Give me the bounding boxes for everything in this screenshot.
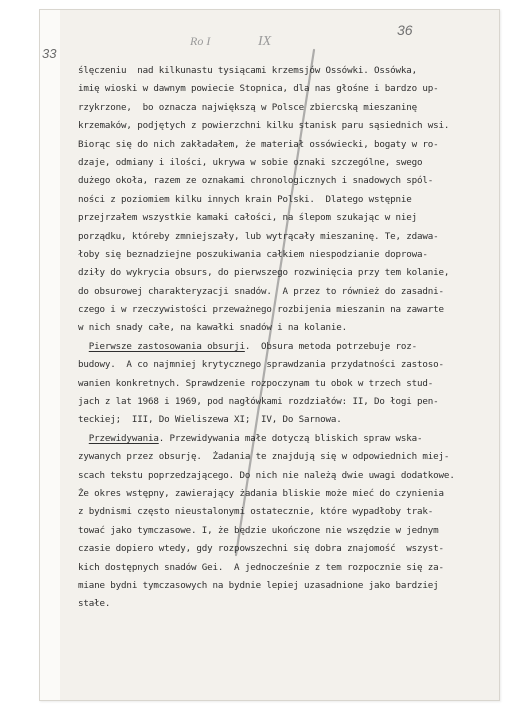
text-line: [78, 411, 496, 429]
line-text: imię wioski w dawnym powiecie Stopnica, dla nas głośne i bardzo up-: [78, 83, 439, 95]
text-line: [78, 448, 496, 466]
text-line: [78, 301, 496, 319]
line-text: tować jako tymczasowe. I, że będzie ukończone nie wszędzie w jednym: [78, 524, 439, 536]
text-line: [78, 283, 496, 301]
line-text: . Obsura metoda potrzebuje roz-: [244, 340, 418, 352]
text-line: [78, 430, 496, 448]
line-text: ślęczeniu nad kilkunastu tysiącami krzemsjów Ossówki. Ossówka,: [78, 65, 418, 76]
line-text: czasie dopiero wtedy, gdy rozpowszechni się dobra znajomość wszyst-: [78, 543, 444, 555]
pencil-note-1: Ro I: [190, 34, 211, 48]
page-number: 36: [397, 22, 413, 38]
line-text: wanien konkretnych. Sprawdzenie rozpoczynam tu obok w trzech stud-: [78, 377, 434, 389]
text-line: [78, 246, 496, 264]
line-text: miane bydni tymczasowych na bydnie lepiej uzasadnione jako bardziej: [78, 579, 439, 591]
text-line: [78, 467, 496, 485]
text-line: [78, 99, 496, 117]
line-text: do obsurowej charakteryzacji snadów. A przez to również do zasadni-: [78, 285, 444, 297]
indent: [78, 433, 89, 444]
text-line: [78, 172, 496, 190]
typewritten-text: [78, 62, 496, 614]
line-text: łoby się beznadziejne poszukiwania całkiem niespodzianie doprowa-: [78, 248, 428, 260]
pencil-note-2: IX: [258, 34, 272, 49]
text-line: [78, 338, 496, 356]
text-line: [78, 522, 496, 540]
line-text: stałe.: [78, 598, 111, 610]
line-text: czego i w rzeczywistości przeważnego rozbijenia mieszanin na zawarte: [78, 304, 444, 316]
text-line: [78, 117, 496, 135]
text-line: [78, 503, 496, 521]
line-text: jach z lat 1968 i 1969, pod nagłówkami rozdziałów: II, Do łogi pen-: [78, 396, 439, 408]
page-left-strip: [40, 10, 60, 700]
indent: [78, 341, 89, 352]
text-line: [78, 559, 496, 577]
text-line: [78, 228, 496, 246]
line-text: Biorąc się do nich zakładałem, że materiał ossówiecki, bogaty w ro-: [78, 138, 439, 150]
text-line: [78, 356, 496, 374]
margin-page-number: 33: [42, 46, 57, 61]
text-line: [78, 191, 496, 209]
text-line: [78, 393, 496, 411]
line-text: teckiej; III, Do Wieliszewa XI; IV, Do Sarnowa.: [78, 414, 342, 426]
text-line: [78, 62, 496, 80]
underlined-heading: Przewidywania: [88, 432, 159, 444]
line-text: w nich snady całe, na kawałki snadów i na kolanie.: [78, 322, 348, 334]
line-text: krzemaków, podjętych z powierzchni kilku stanisk paru sąsiednich wsi.: [78, 120, 450, 132]
text-line: [78, 136, 496, 154]
line-text: budowy. A co najmniej krytycznego sprawdzania przydatności zastoso-: [78, 359, 444, 371]
text-line: [78, 319, 496, 337]
line-text: rzykrzone, bo oznacza największą w Polsce zbiercską mieszaninę: [78, 101, 418, 113]
text-line: [78, 209, 496, 227]
document-page: [39, 9, 500, 701]
line-text: dużego okoła, razem ze oznakami chronologicznych i snadowych spól-: [78, 175, 434, 187]
underlined-heading: Pierwsze zastosowania obsurji: [88, 340, 245, 352]
line-text: przejrzałem wszystkie kamaki całości, na ślepom szukając w niej: [78, 212, 418, 224]
line-text: zywanych przez obsurję. Żadania te znajdują się w odpowiednich miej-: [78, 451, 450, 463]
text-line: [78, 154, 496, 172]
line-text: z bydnismi często nieustalonymi ostatecznie, które wypadłoby trak-: [78, 506, 434, 518]
text-line: [78, 577, 496, 595]
line-text: ności z poziomiem kilku innych krain Polski. Dlatego wstępnie: [78, 193, 412, 205]
line-text: kich dostępnych snadów Gei. A jednocześnie z tem rozpocznie się za-: [78, 561, 444, 573]
line-text: scach tekstu poprzedzającego. Do nich nie należą dwie uwagi dodatkowe.: [78, 469, 455, 481]
text-line: [78, 485, 496, 503]
line-text: . Przewidywania małe dotyczą bliskich spraw wska-: [158, 432, 423, 444]
text-line: [78, 595, 496, 613]
text-line: [78, 375, 496, 393]
text-line: [78, 80, 496, 98]
text-line: [78, 264, 496, 282]
line-text: porządku, któreby zmniejszały, lub wytrącały mieszaninę. Te, zdawa-: [78, 230, 439, 242]
line-text: dzaje, odmiany i ilości, ukrywa w sobie oznaki szczególne, swego: [78, 156, 423, 168]
text-line: [78, 540, 496, 558]
line-text: Że okres wstępny, zawierający żadania bliskie może mieć do czynienia: [78, 487, 444, 499]
line-text: dziły do wykrycia obsurs, do pierwszego rozwinięcia przy tem kolanie,: [78, 267, 450, 279]
